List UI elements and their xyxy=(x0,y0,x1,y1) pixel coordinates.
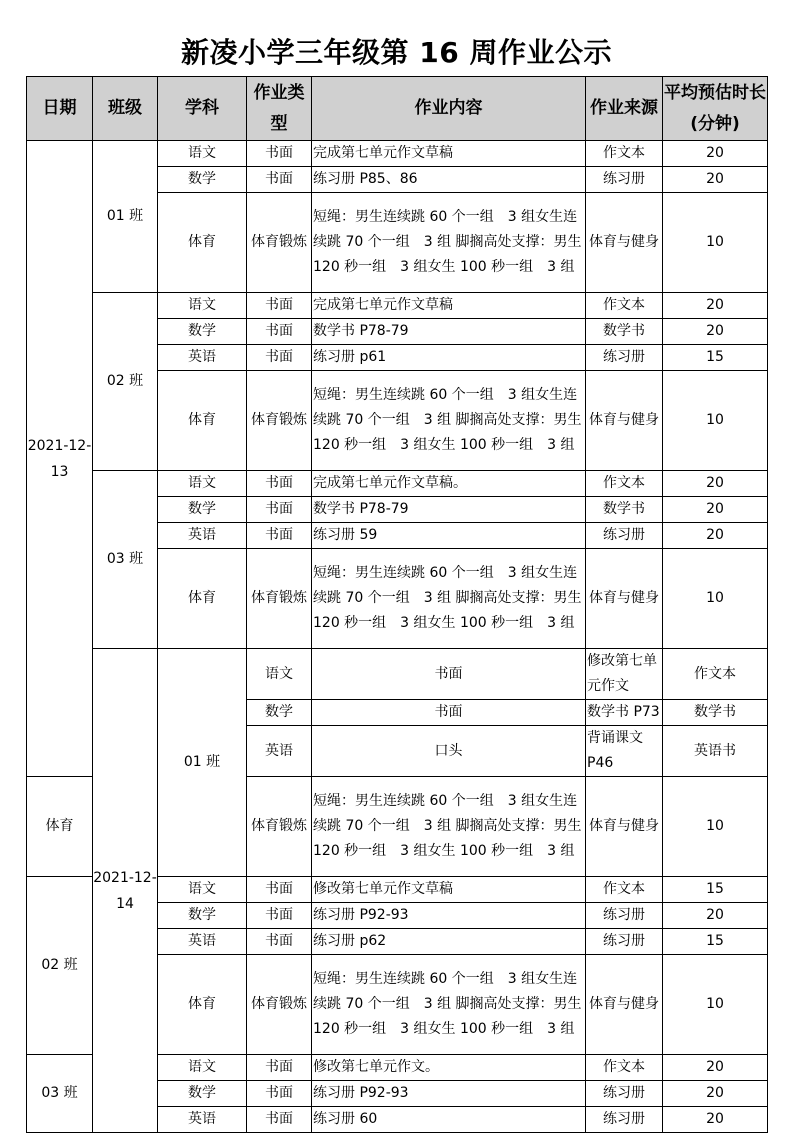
subject-cell: 体育 xyxy=(158,371,247,471)
content-cell: 修改第七单元作文草稿 xyxy=(312,877,586,903)
subject-cell: 英语 xyxy=(158,345,247,371)
type-cell: 书面 xyxy=(247,471,312,497)
type-cell: 体育锻炼 xyxy=(247,193,312,293)
class-cell: 01 班 xyxy=(158,649,247,877)
source-cell: 练习册 xyxy=(586,167,663,193)
header-source: 作业来源 xyxy=(586,77,663,141)
type-cell: 书面 xyxy=(247,1055,312,1081)
type-cell: 书面 xyxy=(247,877,312,903)
type-cell: 书面 xyxy=(247,903,312,929)
content-cell: 练习册 60 xyxy=(312,1107,586,1133)
source-cell: 数学书 xyxy=(586,497,663,523)
content-cell: 数学书 P73 xyxy=(586,700,663,726)
table-row xyxy=(27,649,768,700)
source-cell: 作文本 xyxy=(663,649,768,700)
source-cell: 练习册 xyxy=(586,523,663,549)
source-cell: 作文本 xyxy=(586,293,663,319)
type-cell: 书面 xyxy=(247,1081,312,1107)
subject-cell: 体育 xyxy=(158,549,247,649)
content-cell: 完成第七单元作文草稿 xyxy=(312,293,586,319)
table-row xyxy=(27,471,768,497)
subject-cell: 英语 xyxy=(158,929,247,955)
time-cell: 20 xyxy=(663,1107,768,1133)
time-cell: 20 xyxy=(663,319,768,345)
header-date: 日期 xyxy=(27,77,93,141)
subject-cell: 语文 xyxy=(158,471,247,497)
table-row xyxy=(27,141,768,167)
subject-cell: 数学 xyxy=(158,497,247,523)
time-cell: 20 xyxy=(663,293,768,319)
content-cell: 短绳：男生连续跳 60 个一组 3 组女生连续跳 70 个一组 3 组 脚搁高处支撑：男生 120 秒一组 3 组女生 100 秒一组 3 组 xyxy=(312,549,586,649)
content-cell: 短绳：男生连续跳 60 个一组 3 组女生连续跳 70 个一组 3 组 脚搁高处支撑：男生 120 秒一组 3 组女生 100 秒一组 3 组 xyxy=(312,193,586,293)
subject-cell: 语文 xyxy=(158,141,247,167)
subject-cell: 数学 xyxy=(158,167,247,193)
subject-cell: 语文 xyxy=(158,877,247,903)
table-row xyxy=(27,293,768,319)
time-cell: 15 xyxy=(663,929,768,955)
class-cell: 03 班 xyxy=(93,471,158,649)
source-cell: 练习册 xyxy=(586,1081,663,1107)
source-cell: 作文本 xyxy=(586,141,663,167)
content-cell: 数学书 P78-79 xyxy=(312,319,586,345)
subject-cell: 英语 xyxy=(247,726,312,777)
content-cell: 完成第七单元作文草稿。 xyxy=(312,471,586,497)
content-cell: 练习册 P92-93 xyxy=(312,1081,586,1107)
time-cell: 20 xyxy=(663,523,768,549)
source-cell: 练习册 xyxy=(586,345,663,371)
source-cell: 数学书 xyxy=(586,319,663,345)
page-title: 新凌小学三年级第 16 周作业公示 xyxy=(181,36,612,69)
time-cell: 15 xyxy=(663,345,768,371)
type-cell: 体育锻炼 xyxy=(247,549,312,649)
content-cell: 短绳：男生连续跳 60 个一组 3 组女生连续跳 70 个一组 3 组 脚搁高处支撑：男生 120 秒一组 3 组女生 100 秒一组 3 组 xyxy=(312,371,586,471)
subject-cell: 数学 xyxy=(247,700,312,726)
source-cell: 练习册 xyxy=(586,1107,663,1133)
content-cell: 练习册 59 xyxy=(312,523,586,549)
content-cell: 完成第七单元作文草稿 xyxy=(312,141,586,167)
type-cell: 书面 xyxy=(247,345,312,371)
type-cell: 体育锻炼 xyxy=(247,777,312,877)
type-cell: 书面 xyxy=(247,319,312,345)
source-cell: 作文本 xyxy=(586,877,663,903)
content-cell: 练习册 P92-93 xyxy=(312,903,586,929)
class-cell: 02 班 xyxy=(27,877,93,1055)
subject-cell: 语文 xyxy=(247,649,312,700)
content-cell: 修改第七单元作文 xyxy=(586,649,663,700)
subject-cell: 英语 xyxy=(158,523,247,549)
date-cell: 2021-12-14 xyxy=(93,649,158,1133)
subject-cell: 体育 xyxy=(158,955,247,1055)
date-cell: 2021-12-13 xyxy=(27,141,93,777)
type-cell: 书面 xyxy=(247,1107,312,1133)
subject-cell: 语文 xyxy=(158,293,247,319)
class-cell: 02 班 xyxy=(93,293,158,471)
header-row xyxy=(27,77,768,141)
source-cell: 体育与健身 xyxy=(586,955,663,1055)
source-cell: 作文本 xyxy=(586,1055,663,1081)
content-cell: 练习册 P85、86 xyxy=(312,167,586,193)
time-cell: 15 xyxy=(663,877,768,903)
content-cell: 数学书 P78-79 xyxy=(312,497,586,523)
type-cell: 体育锻炼 xyxy=(247,955,312,1055)
class-cell: 01 班 xyxy=(93,141,158,293)
source-cell: 体育与健身 xyxy=(586,371,663,471)
time-cell: 20 xyxy=(663,167,768,193)
source-cell: 体育与健身 xyxy=(586,549,663,649)
time-cell: 10 xyxy=(663,371,768,471)
type-cell: 书面 xyxy=(247,167,312,193)
content-cell: 练习册 p61 xyxy=(312,345,586,371)
time-cell: 10 xyxy=(663,549,768,649)
time-cell: 10 xyxy=(663,193,768,293)
subject-cell: 数学 xyxy=(158,903,247,929)
time-cell: 20 xyxy=(663,1081,768,1107)
header-subject: 学科 xyxy=(158,77,247,141)
header-type: 作业类型 xyxy=(247,77,312,141)
time-cell: 20 xyxy=(663,471,768,497)
time-cell: 20 xyxy=(663,903,768,929)
subject-cell: 体育 xyxy=(158,193,247,293)
time-cell: 10 xyxy=(663,777,768,877)
type-cell: 口头 xyxy=(312,726,586,777)
source-cell: 数学书 xyxy=(663,700,768,726)
type-cell: 书面 xyxy=(312,700,586,726)
source-cell: 体育与健身 xyxy=(586,777,663,877)
subject-cell: 英语 xyxy=(158,1107,247,1133)
type-cell: 书面 xyxy=(247,293,312,319)
source-cell: 作文本 xyxy=(586,471,663,497)
type-cell: 书面 xyxy=(247,141,312,167)
type-cell: 书面 xyxy=(247,523,312,549)
content-cell: 练习册 p62 xyxy=(312,929,586,955)
source-cell: 体育与健身 xyxy=(586,193,663,293)
class-cell: 03 班 xyxy=(27,1055,93,1133)
subject-cell: 体育 xyxy=(27,777,93,877)
type-cell: 书面 xyxy=(247,497,312,523)
header-time: 平均预估时长(分钟) xyxy=(663,77,768,141)
source-cell: 英语书 xyxy=(663,726,768,777)
source-cell: 练习册 xyxy=(586,903,663,929)
type-cell: 书面 xyxy=(247,929,312,955)
source-cell: 练习册 xyxy=(586,929,663,955)
time-cell: 10 xyxy=(663,955,768,1055)
type-cell: 书面 xyxy=(312,649,586,700)
content-cell: 短绳：男生连续跳 60 个一组 3 组女生连续跳 70 个一组 3 组 脚搁高处支撑：男生 120 秒一组 3 组女生 100 秒一组 3 组 xyxy=(312,777,586,877)
homework-table xyxy=(26,76,768,1133)
header-class: 班级 xyxy=(93,77,158,141)
time-cell: 20 xyxy=(663,141,768,167)
time-cell: 20 xyxy=(663,1055,768,1081)
content-cell: 修改第七单元作文。 xyxy=(312,1055,586,1081)
type-cell: 体育锻炼 xyxy=(247,371,312,471)
content-cell: 短绳：男生连续跳 60 个一组 3 组女生连续跳 70 个一组 3 组 脚搁高处支撑：男生 120 秒一组 3 组女生 100 秒一组 3 组 xyxy=(312,955,586,1055)
subject-cell: 数学 xyxy=(158,319,247,345)
subject-cell: 语文 xyxy=(158,1055,247,1081)
subject-cell: 数学 xyxy=(158,1081,247,1107)
time-cell: 20 xyxy=(663,497,768,523)
header-content: 作业内容 xyxy=(312,77,586,141)
content-cell: 背诵课文 P46 xyxy=(586,726,663,777)
